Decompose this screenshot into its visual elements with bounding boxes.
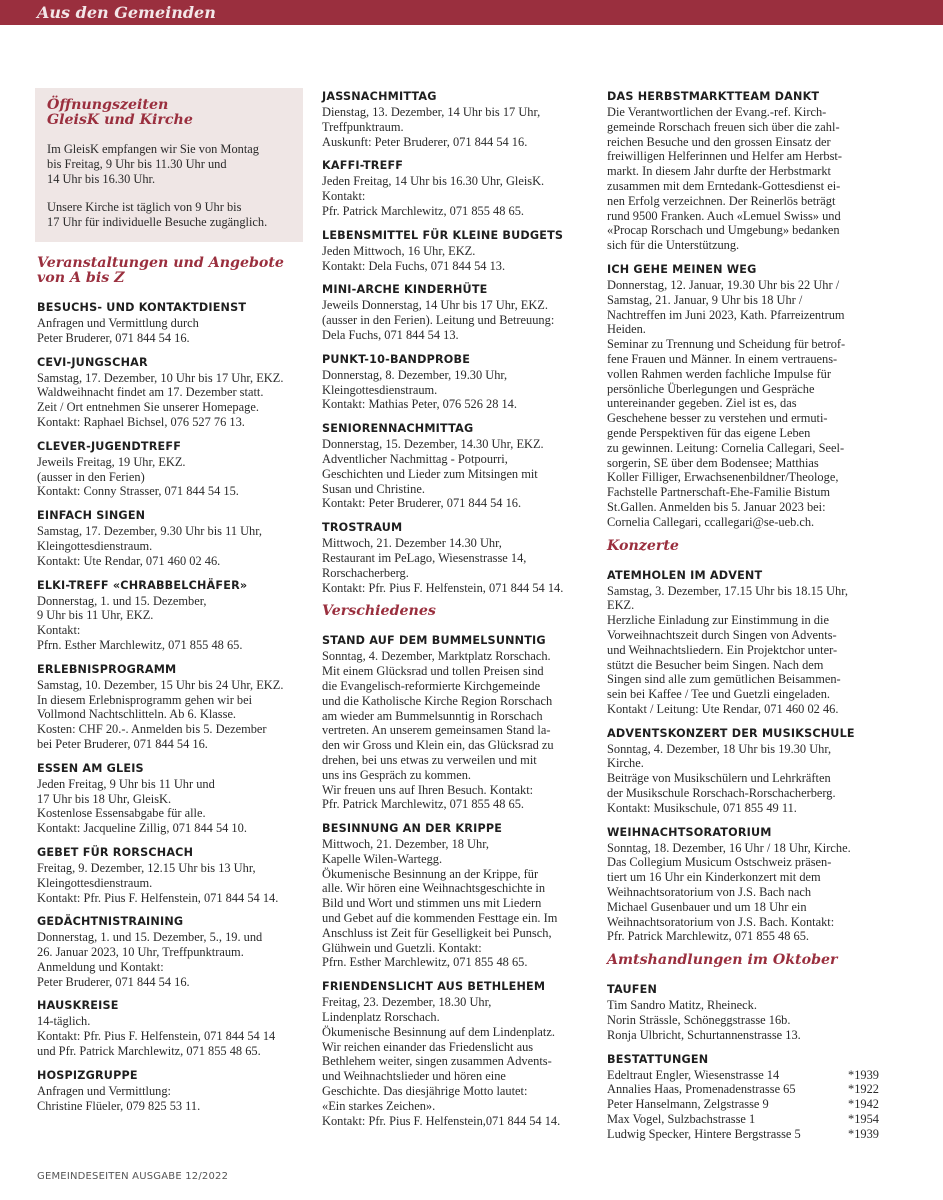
entry-title: KAFFI-TREFF [322,159,404,173]
entry-line: vertreten. An unserem gemeinsamen Stand la- [322,723,551,738]
entry-line: Die Verantwortlichen der Evang.-ref. Kirch- [607,105,827,119]
event-entry [607,726,879,816]
entry-line: Mittwoch, 21. Dezember, 18 Uhr, [322,837,489,852]
entry-line: Kontakt: Ute Rendar, 071 460 02 46. [37,553,221,568]
entry-line: reichen Besuche und den grossen Einsatz der [607,134,831,149]
burial-birth-year: *1939 [848,1126,879,1141]
event-entry [37,914,301,989]
entry-line: Kontakt: Pfr. Pius F. Helfenstein, 071 844 54 14. [322,580,564,595]
entry-line: Kontakt: [322,189,366,204]
entry-line: (ausser in den Ferien) [37,469,145,484]
entry-line: Geschehene besser zu verstehen und ermuti- [607,411,828,426]
entry-line: Kontakt / Leitung: Ute Rendar, 071 460 02 46. [607,701,839,716]
entry-line: Seminar zu Trennung und Scheidung für betrof- [607,337,846,352]
event-entry [322,421,586,511]
heading-line: Konzerte [607,537,679,554]
event-entry [37,300,301,346]
entry-line: nen Erfolg verzeichnen. Der Reinerlös beträgt [607,193,836,208]
entry-line: 14-täglich. [37,1014,91,1029]
text-line: bis Freitag, 9 Uhr bis 11.30 Uhr und [47,156,227,171]
event-entry [37,578,301,653]
entry-line: 9 Uhr bis 11 Uhr, EKZ. [37,608,154,623]
entry-line: Kontakt: Pfr. Pius F. Helfenstein,071 844 54 14. [322,1113,561,1128]
entry-line: Freitag, 9. Dezember, 12.15 Uhr bis 13 Uhr, [37,860,256,875]
entry-line: Kontakt: Conny Strasser, 071 844 54 15. [37,484,239,499]
heading-line: Verschiedenes [322,603,436,620]
text-line: Im GleisK empfangen wir Sie von Montag [47,142,259,156]
entry-line: Jeden Freitag, 14 Uhr bis 16.30 Uhr, GleisK. [322,174,545,189]
entry-line: tiert um 16 Uhr ein Kinderkonzert mit dem [607,870,821,885]
entry-title: ESSEN AM GLEIS [37,761,144,775]
entry-title: GEDÄCHTNISTRAINING [37,915,184,929]
entry-line: Anfragen und Vermittlung: [37,1083,171,1098]
entry-line: 17 Uhr bis 18 Uhr, GleisK. [37,791,172,806]
entry-title: HOSPIZGRUPPE [37,1068,138,1082]
entry-line: Jeweils Donnerstag, 14 Uhr bis 17 Uhr, EKZ. [322,298,548,313]
entry-line: sich für die Unterstützung. [607,238,740,253]
entry-line: zusammen mit dem Erntedank-Gottesdienst ei- [607,178,841,193]
entry-line: Koller Filliger, Erwachsenenbildner/Theologe, [607,470,839,485]
entry-line: Mittwoch, 21. Dezember 14.30 Uhr, [322,536,502,551]
entry-line: Adventlicher Nachmittag - Potpourri, [322,451,508,466]
entry-line: Waldweihnacht findet am 17. Dezember statt. [37,385,264,400]
entry-line: Pfr. Patrick Marchlewitz, 071 855 48 65. [322,203,525,218]
entry-line: Glühwein und Guetzli. Kontakt: [322,940,482,955]
entry-title: JASSNACHMITTAG [322,90,437,103]
entry-title: BESUCHS- UND KONTAKTDIENST [37,300,247,314]
event-entry [322,520,586,595]
entry-line: den wir Gross und Klein ein, das Glücksrad zu [322,738,554,753]
entry-line: drehen, bei uns etwas zu verweilen und mit [322,752,537,767]
entry-line: Ökumenische Besinnung an der Krippe, für [322,866,539,881]
entry-line: Kleingottesdienstraum. [37,538,153,553]
entry-line: Jeden Mittwoch, 16 Uhr, EKZ. [322,243,476,258]
entry-line: Geschichte. Das diesjährige Motto lautet: [322,1084,528,1099]
burial-row [607,1082,879,1097]
entry-line: Anschluss ist Zeit für Geselligkeit bei Punsch, [322,925,552,940]
entry-title: STAND AUF DEM BUMMELSUNNTIG [322,634,546,648]
entry-line: Das Collegium Musicum Ostschweiz präsen- [607,855,832,870]
entry-title: LEBENSMITTEL FÜR KLEINE BUDGETS [322,228,564,242]
entry-line: Peter Bruderer, 071 844 54 16. [37,330,190,345]
event-entry [322,633,586,812]
entry-line: Sonntag, 4. Dezember, 18 Uhr bis 19.30 Uhr, [607,741,832,756]
entry-title: SENIORENNACHMITTAG [322,422,474,436]
entry-line: Samstag, 10. Dezember, 15 Uhr bis 24 Uhr, EKZ. [37,677,284,692]
entry-line: Bethlehem weiter, singen zusammen Advents- [322,1054,552,1069]
section-heading [37,256,301,286]
event-entry [37,845,301,905]
entry-title: TAUFEN [607,983,658,997]
entry-line: Ronja Ulbricht, Schurtannenstrasse 13. [607,1027,801,1042]
entry-line: Freitag, 23. Dezember, 18.30 Uhr, [322,995,492,1010]
entry-line: Donnerstag, 1. und 15. Dezember, [37,593,207,608]
event-entry [607,1052,879,1142]
entry-title: BESINNUNG AN DER KRIPPE [322,822,503,836]
entry-line: Sonntag, 18. Dezember, 16 Uhr / 18 Uhr, Kirche. [607,840,851,855]
entry-line: Geschichten und Lieder zum Mitsingen mit [322,466,538,481]
entry-line: Kontakt: Mathias Peter, 076 526 28 14. [322,397,517,412]
entry-line: Kontakt: Raphael Bichsel, 076 527 76 13. [37,414,245,429]
burial-birth-year: *1942 [848,1097,879,1112]
entry-line: Lindenplatz Rorschach. [322,1010,440,1025]
entry-line: Norin Strässle, Schöneggstrasse 16b. [607,1013,791,1028]
entry-line: Tim Sandro Matitz, Rheineck. [607,998,757,1013]
event-entry [322,282,586,342]
heading-line: Veranstaltungen und Angebote [37,254,284,271]
burial-birth-year: *1922 [848,1082,879,1097]
entry-title: ERLEBNISPROGRAMM [37,662,177,676]
event-entry [607,568,879,717]
entry-line: 26. Januar 2023, 10 Uhr, Treffpunktraum. [37,945,244,960]
entry-line: (ausser in den Ferien). Leitung und Betreuung: [322,313,555,328]
entry-line: Herzliche Einladung zur Einstimmung in die [607,613,829,628]
section-heading [322,604,586,619]
event-entry [37,439,301,499]
entry-line: Dela Fuchs, 071 844 54 13. [322,327,459,342]
entry-line: Pfrn. Esther Marchlewitz, 071 855 48 65. [37,637,243,652]
entry-title: TROSTRAUM [322,521,403,535]
entry-title: CLEVER-JUGENDTREFF [37,439,182,453]
entry-title: BESTATTUNGEN [607,1052,709,1066]
entry-title: PUNKT-10-BANDPROBE [322,352,471,366]
entry-line: der Musikschule Rorschach-Rorschacherberg. [607,786,836,801]
entry-line: Kosten: CHF 20.-. Anmelden bis 5. Dezember [37,722,267,737]
entry-line: Beiträge von Musikschülern und Lehrkräften [607,771,831,786]
entry-line: Kleingottesdienstraum. [37,875,153,890]
burial-name: Max Vogel, Sulzbachstrasse 1 [607,1112,756,1127]
event-entry [37,508,301,568]
event-entry [37,761,301,836]
entry-line: und die Katholische Kirche Region Rorschach [322,693,553,708]
entry-line: Treffpunktraum. [322,119,404,134]
entry-line: Jeden Freitag, 9 Uhr bis 11 Uhr und [37,776,215,791]
entry-line: Sonntag, 4. Dezember, Marktplatz Rorschach. [322,649,551,664]
entry-line: Kirche. [607,756,644,771]
text-line: Unsere Kirche ist täglich von 9 Uhr bis [47,200,242,215]
entry-line: Fachstelle Partnerschaft-Ehe-Familie Bistum [607,485,830,500]
event-entry [37,1068,301,1114]
entry-line: Vollmond Nachtschlitteln. Ab 6. Klasse. [37,707,237,722]
entry-line: freiwilligen Helferinnen und Helfer am Herbst- [607,149,842,164]
entry-title: FRIENDENSLICHT AUS BETHLEHEM [322,980,546,994]
event-entry [37,355,301,430]
entry-line: uns ins Gespräch zu kommen. [322,767,472,782]
entry-line: Christine Flüeler, 079 825 53 11. [37,1098,201,1113]
event-entry [607,825,879,945]
entry-line: rund 9500 Franken. Auch «Lemuel Swiss» und [607,208,841,223]
entry-line: am wieder am Bummelsunntig in Rorschach [322,708,543,723]
entry-title: ADVENTSKONZERT DER MUSIKSCHULE [607,726,855,740]
entry-line: Susan und Christine. [322,481,425,496]
entry-line: gende Perspektiven für das eigene Leben [607,425,811,440]
entry-line: und Weihnachtsliedern. Ein Projektchor unter- [607,642,838,657]
text-line: 17 Uhr für individuelle Besuche zugänglich. [47,215,268,230]
event-entry [322,89,586,149]
entry-line: Donnerstag, 15. Dezember, 14.30 Uhr, EKZ. [322,437,544,452]
entry-line: Zeit / Ort entnehmen Sie unserer Homepage. [37,400,259,415]
entry-line: Pfr. Patrick Marchlewitz, 071 855 48 65. [322,797,525,812]
column-middle [322,89,586,1137]
event-entry [607,982,879,1042]
entry-line: bei Peter Bruderer, 071 844 54 16. [37,736,208,751]
entry-line: Nachtreffen im Juni 2023, Kath. Pfarreizentrum [607,307,845,322]
event-entry [322,352,586,412]
entry-line: «Procap Rorschach und Umgebung» bedanken [607,223,840,238]
burial-name: Edeltraut Engler, Wiesenstrasse 14 [607,1067,780,1082]
entry-line: Wir reichen einander das Friedenslicht aus [322,1039,534,1054]
page-footer: GEMEINDESEITEN AUSGABE 12/2022 [37,1171,229,1182]
entry-line: und Weihnachtslieder und hören eine [322,1069,506,1084]
entry-line: «Ein starkes Zeichen». [322,1098,436,1113]
entry-title: ATEMHOLEN IM ADVENT [607,568,763,582]
text-line: 14 Uhr bis 16.30 Uhr. [47,171,156,186]
burial-birth-year: *1954 [848,1112,879,1127]
entry-line: zu gewinnen. Leitung: Cornelia Callegari, Seel- [607,440,845,455]
section-heading [607,539,879,554]
section-header-bar [0,0,943,25]
column-left [37,88,301,1122]
entry-title: GEBET FÜR RORSCHACH [37,845,194,859]
entry-line: Kontakt: Peter Bruderer, 071 844 54 16. [322,496,522,511]
entry-line: Ökumenische Besinnung auf dem Lindenplatz. [322,1024,555,1039]
entry-title: ICH GEHE MEINEN WEG [607,262,757,276]
entry-line: Bild und Wort und stimmen uns mit Liedern [322,896,542,911]
entry-line: In diesem Erlebnisprogramm gehen wir bei [37,692,253,707]
entry-line: Weihnachtsoratorium von J.S. Bach. Kontakt: [607,914,835,929]
entry-title: HAUSKREISE [37,999,119,1013]
title-line: GleisK und Kirche [47,112,193,128]
entry-line: die Evangelisch-reformierte Kirchgemeinde [322,678,541,693]
entry-line: Kontakt: Jacqueline Zillig, 071 844 54 10. [37,821,247,836]
entry-line: Kontakt: Pfr. Pius F. Helfenstein, 071 844 54 14 [37,1029,276,1044]
entry-line: Kontakt: [37,623,81,638]
entry-line: fene Frauen und Männer. In einem vertrauens- [607,351,838,366]
section-heading [607,953,879,968]
burial-row [607,1127,879,1142]
entry-title: DAS HERBSTMARKTTEAM DANKT [607,90,820,103]
entry-line: Weihnachtsoratorium von J.S. Bach nach [607,885,812,900]
entry-line: Donnerstag, 1. und 15. Dezember, 5., 19. und [37,930,263,945]
burial-name: Annalies Haas, Promenadenstrasse 65 [607,1082,796,1097]
entry-line: Jeweils Freitag, 19 Uhr, EKZ. [37,454,186,469]
entry-line: Donnerstag, 8. Dezember, 19.30 Uhr, [322,367,508,382]
burial-name: Peter Hanselmann, Zelgstrasse 9 [607,1097,769,1112]
entry-line: stützt die Besucher beim Singen. Nach dem [607,657,824,672]
burial-row [607,1097,879,1112]
entry-line: St.Gallen. Anmelden bis 5. Januar 2023 bei: [607,499,826,514]
heading-line: Amtshandlungen im Oktober [607,952,838,969]
burial-row [607,1112,879,1127]
entry-line: Kostenlose Essensabgabe für alle. [37,806,206,821]
entry-title: ELKI-TREFF «CHRABBELCHÄFER» [37,578,248,592]
entry-line: und Gebet auf die kommenden Festtage ein. Im [322,911,558,926]
entry-line: Samstag, 17. Dezember, 9.30 Uhr bis 11 Uhr, [37,524,262,539]
entry-line: Anmeldung und Kontakt: [37,959,164,974]
entry-line: Samstag, 21. Januar, 9 Uhr bis 18 Uhr / [607,292,803,307]
info-box-title [47,98,291,128]
entry-line: Pfrn. Esther Marchlewitz, 071 855 48 65. [322,955,528,970]
entry-line: Samstag, 3. Dezember, 17.15 Uhr bis 18.15 Uhr, [607,583,848,598]
entry-title: MINI-ARCHE KINDERHÜTE [322,283,488,297]
event-entry [322,158,586,218]
entry-line: untereinander gegeben. Ziel ist es, das [607,396,797,411]
entry-line: Kontakt: Dela Fuchs, 071 844 54 13. [322,258,506,273]
burial-name: Ludwig Specker, Hintere Bergstrasse 5 [607,1126,801,1141]
entry-line: Singen sind alle zum gemütlichen Beisammen- [607,672,841,687]
info-box [35,88,303,242]
entry-line: Wir freuen uns auf Ihren Besuch. Kontakt: [322,782,534,797]
entry-line: Heiden. [607,322,646,337]
event-entry [37,662,301,752]
entry-line: Kontakt: Pfr. Pius F. Helfenstein, 071 844 54 14. [37,890,279,905]
entry-line: Vorweihnachtszeit durch Singen von Advents- [607,627,837,642]
entry-line: alle. Wir hören eine Weihnachtsgeschichte in [322,881,546,896]
entry-line: Kleingottesdienstraum. [322,382,438,397]
entry-line: Pfr. Patrick Marchlewitz, 071 855 48 65. [607,929,810,944]
entry-line: gemeinde Rorschach freuen sich über die zahl- [607,119,840,134]
entry-line: Donnerstag, 12. Januar, 19.30 Uhr bis 22 Uhr / [607,277,840,292]
entry-line: Kontakt: Musikschule, 071 855 49 11. [607,800,797,815]
entry-line: Rorschacherberg. [322,565,409,580]
event-entry [607,89,879,253]
entry-line: vollen Rahmen werden fachliche Impulse für [607,366,831,381]
event-entry [322,979,586,1128]
entry-line: Samstag, 17. Dezember, 10 Uhr bis 17 Uhr, EKZ. [37,370,284,385]
entry-line: EKZ. [607,598,635,613]
event-entry [37,998,301,1058]
info-paragraph [47,142,291,186]
entry-line: Kapelle Wilen-Wartegg. [322,851,443,866]
section-title: Aus den Gemeinden [37,3,216,22]
heading-line: von A bis Z [37,269,125,286]
title-line: Öffnungszeiten [47,97,169,113]
entry-line: Restaurant im PeLago, Wiesenstrasse 14, [322,550,527,565]
entry-title: CEVI-JUNGSCHAR [37,355,148,369]
entry-line: und Pfr. Patrick Marchlewitz, 071 855 48 65. [37,1044,261,1059]
entry-line: Dienstag, 13. Dezember, 14 Uhr bis 17 Uhr, [322,105,541,119]
entry-line: Auskunft: Peter Bruderer, 071 844 54 16. [322,134,528,149]
entry-line: persönliche Überlegungen und Gespräche [607,381,815,396]
burial-row [607,1068,879,1083]
entry-title: EINFACH SINGEN [37,509,146,523]
entry-line: sein bei Kaffee / Tee und Guetzli eingeladen. [607,687,830,702]
entry-line: Cornelia Callegari, ccallegari@se-ueb.ch. [607,514,815,529]
entry-title: WEIHNACHTSORATORIUM [607,825,772,839]
entry-line: sorgerin, SE über dem Bodensee; Matthias [607,455,819,470]
entry-line: Anfragen und Vermittlung durch [37,315,199,330]
event-entry [322,821,586,970]
info-paragraph [47,200,291,230]
event-entry [607,262,879,530]
entry-line: markt. In diesem Jahr durfte der Herbstmarkt [607,164,831,179]
burial-birth-year: *1939 [848,1067,879,1082]
entry-line: Peter Bruderer, 071 844 54 16. [37,974,190,989]
event-entry [322,228,586,274]
column-right [607,89,879,1151]
entry-line: Mit einem Glücksrad und tollen Preisen sind [322,664,544,679]
entry-line: Michael Gusenbauer und um 18 Uhr ein [607,899,807,914]
